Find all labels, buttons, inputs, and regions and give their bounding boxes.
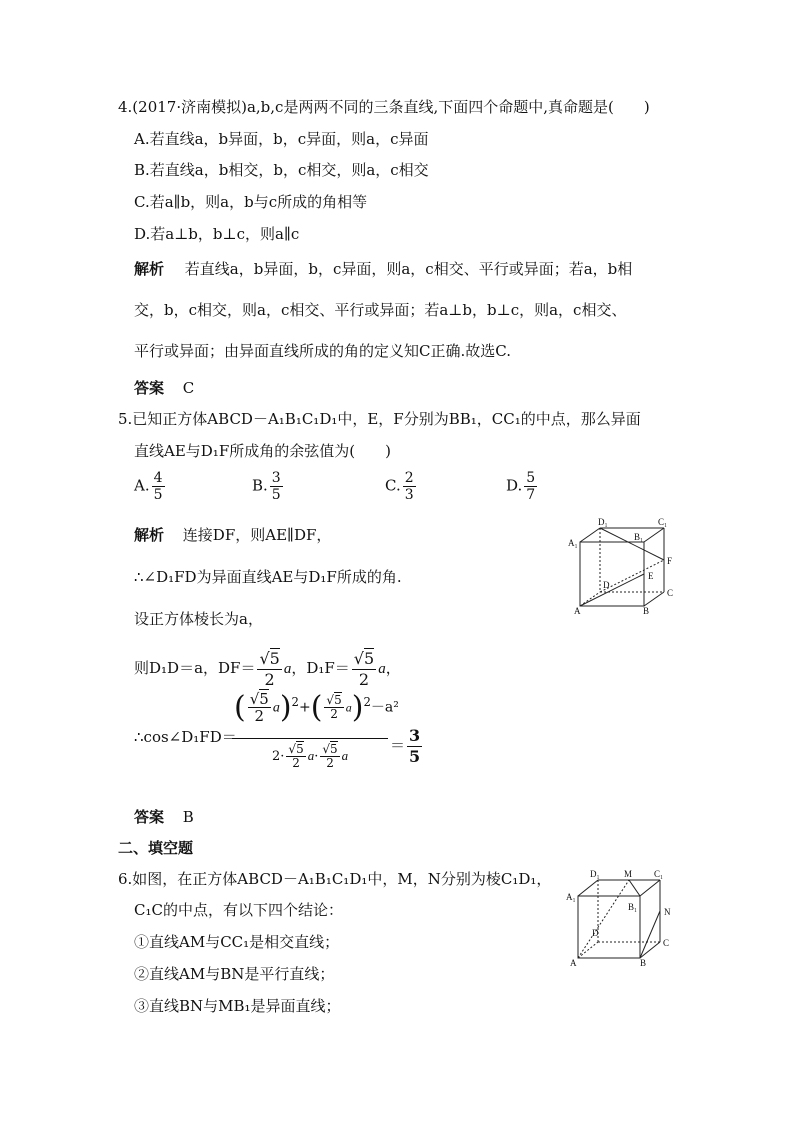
q5-cube-figure [568, 516, 678, 616]
q6-stem-line-2: C₁C的中点，有以下四个结论： [134, 901, 343, 919]
svg-text:A: A [574, 606, 581, 616]
cube-front-face [580, 542, 644, 606]
analysis-text: 若直线a，b异面，b，c异面，则a，c相交、平行或异面；若a，b相 [184, 260, 633, 278]
svg-text:B₁: B₁ [628, 902, 638, 912]
q6-conclusion-2: ②直线AM与BN是平行直线； [134, 965, 335, 983]
svg-text:M: M [624, 869, 633, 879]
q5-stem-line-2: 直线AE与D₁F所成角的余弦值为( ) [134, 442, 391, 460]
q5-option-b: B. $\frac{3}{5}$ [252, 470, 281, 503]
line-ae [580, 574, 644, 606]
svg-text:C₁: C₁ [654, 869, 664, 879]
svg-text:N: N [664, 907, 671, 917]
cos-denominator: 2· $\frac{√5}{2}$ a· $\frac{√5}{2}$ a [272, 742, 349, 770]
q6-stem-line-1: 6.如图，在正方体ABCD－A₁B₁C₁D₁中，M，N分别为棱C₁D₁， [118, 870, 552, 888]
q4-option-a: A.若直线a，b异面，b，c异面，则a，c异面 [134, 130, 429, 148]
answer-value: C [182, 379, 195, 397]
q5-analysis-line-3: 设正方体棱长为a， [134, 610, 263, 628]
q5-option-a: A. $\frac{4}{5}$ [134, 470, 163, 503]
answer-value: B [182, 808, 194, 826]
svg-text:D₁: D₁ [598, 517, 608, 527]
q5-analysis-line-2: ∴∠D₁FD为异面直线AE与D₁F所成的角. [134, 568, 402, 586]
q5-cos-prefix: ∴cos∠D₁FD＝ [134, 728, 237, 746]
svg-text:B: B [643, 606, 650, 616]
q5-stem-line-1: 5.已知正方体ABCD－A₁B₁C₁D₁中，E，F分别为BB₁，CC₁的中点，那么异面 [118, 410, 641, 428]
q4-option-d: D.若a⊥b，b⊥c，则a∥c [134, 225, 300, 243]
q5-analysis-line-4: 则D₁D＝a，DF＝ $\frac{√5}{2}$ a，D₁F＝ $\frac{√5}{2}$ a， [134, 648, 401, 689]
q5-answer [134, 806, 194, 828]
q4-analysis-line-2: 交，b，c相交，则a，c相交、平行或异面；若a⊥b，b⊥c，则a，c相交、 [134, 301, 627, 319]
q4-analysis-line-1 [134, 258, 632, 280]
q5-cos-fraction [232, 690, 399, 788]
svg-text:A₁: A₁ [566, 892, 576, 902]
svg-text:A₁: A₁ [568, 538, 578, 548]
analysis-label: 解析 [134, 260, 165, 278]
cos-numerator: ( $\frac{√5}{2}$ a)$^2$+( $\frac{√5}{2}$ a)$^2$－a² [234, 690, 399, 725]
line-d1f [600, 528, 664, 560]
svg-text:B: B [640, 958, 647, 968]
svg-text:F: F [667, 556, 673, 566]
svg-text:C: C [663, 938, 670, 948]
q4-stem: 4.(2017·济南模拟)a,b,c是两两不同的三条直线,下面四个命题中,真命题是( ) [118, 98, 650, 116]
svg-text:D: D [603, 580, 610, 590]
line-bn [640, 911, 660, 958]
line-am [578, 880, 629, 958]
svg-text:C: C [667, 588, 674, 598]
answer-label: 答案 [134, 379, 165, 397]
svg-text:A: A [570, 958, 577, 968]
q6-conclusion-3: ③直线BN与MB₁是异面直线； [134, 997, 341, 1015]
q4-analysis-line-3: 平行或异面；由异面直线所成的角的定义知C正确.故选C. [134, 342, 511, 360]
svg-text:C₁: C₁ [658, 517, 668, 527]
svg-text:D₁: D₁ [590, 869, 600, 879]
svg-text:E: E [648, 571, 654, 581]
q5-cos-result: ＝ $\frac{3}{5}$ [390, 726, 421, 766]
q5-option-c: C. $\frac{2}{3}$ [385, 470, 414, 503]
q6-cube-figure [564, 868, 676, 968]
analysis-text: 连接DF，则AE∥DF， [182, 526, 332, 544]
q4-option-c: C.若a∥b，则a，b与c所成的角相等 [134, 193, 368, 211]
svg-text:D: D [592, 928, 599, 938]
q5-analysis-line-1 [134, 524, 331, 546]
section-heading: 二、填空题 [118, 839, 194, 857]
q6-conclusion-1: ①直线AM与CC₁是相交直线； [134, 933, 340, 951]
q4-option-b: B.若直线a，b相交，b，c相交，则a，c相交 [134, 161, 429, 179]
q4-answer [134, 377, 194, 399]
analysis-label: 解析 [134, 526, 165, 544]
answer-label: 答案 [134, 808, 165, 826]
svg-text:B₁: B₁ [634, 532, 644, 542]
q5-option-d: D. $\frac{5}{7}$ [506, 470, 536, 503]
line-mb1 [629, 880, 640, 896]
